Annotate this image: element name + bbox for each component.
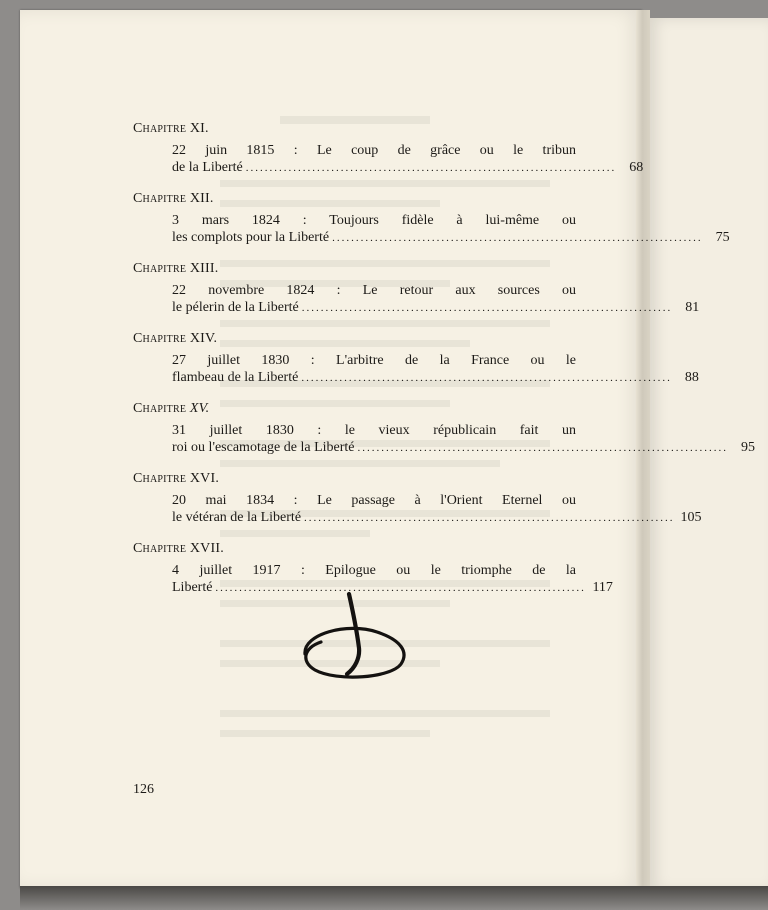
toc-entry (172, 142, 644, 177)
chapter-number: XVII. (189, 541, 224, 556)
page-ref: 105 (680, 510, 702, 525)
entry-title-line1: 27 juillet 1830 : L'arbitre de la France ou le (172, 353, 576, 368)
page-ref: 95 (741, 440, 755, 455)
entry-title-line2-row (172, 229, 730, 247)
entry-title-line2-row (172, 509, 702, 527)
chapter-label: Chapitre (133, 471, 187, 486)
chapter-label: Chapitre (133, 121, 187, 136)
entry-title-line2-row (172, 369, 699, 387)
toc-chapter-15 (133, 400, 755, 457)
entry-title-line1: 3 mars 1824 : Toujours fidèle à lui-même ou (172, 213, 576, 228)
page-ref: 68 (629, 160, 644, 175)
entry-title-line2: Liberté (172, 580, 213, 595)
chapter-number: XVI. (189, 471, 220, 486)
chapter-number: XI. (189, 121, 209, 136)
chapter-heading (133, 400, 576, 417)
entry-title-line2: le pélerin de la Liberté (172, 300, 299, 315)
leader-dots: .............................................................................. (245, 162, 617, 174)
entry-title-line1: 4 juillet 1917 : Epilogue ou le triomphe de la (172, 563, 576, 578)
leader-dots: .............................................................................. (301, 372, 672, 384)
table-of-contents (133, 120, 755, 597)
entry-title-line1: 22 juin 1815 : Le coup de grâce ou le tribun (172, 143, 576, 158)
chapter-number: XV. (189, 401, 210, 416)
chapter-heading (133, 120, 576, 137)
toc-chapter-11 (133, 120, 644, 177)
toc-entry (172, 282, 700, 317)
entry-title-line2: de la Liberté (172, 160, 243, 175)
toc-chapter-12 (133, 190, 730, 247)
toc-chapter-14 (133, 330, 699, 387)
swirl-ornament-icon (297, 592, 412, 684)
page-ref: 117 (592, 580, 613, 595)
entry-title-line1: 22 novembre 1824 : Le retour aux sources ou (172, 283, 576, 298)
page-ref: 88 (684, 370, 699, 385)
leader-dots: .............................................................................. (301, 302, 673, 314)
toc-entry (172, 212, 730, 247)
chapter-heading (133, 470, 576, 487)
chapter-label: Chapitre (133, 331, 187, 346)
leader-dots: .............................................................................. (332, 232, 703, 244)
toc-entry (172, 352, 699, 387)
page-ref: 81 (685, 300, 700, 315)
entry-title-line2-row (172, 439, 755, 457)
chapter-heading (133, 330, 576, 347)
entry-title-line2: le vétéran de la Liberté (172, 510, 302, 525)
toc-entry (172, 422, 755, 457)
leader-dots: .............................................................................. (215, 582, 586, 594)
chapter-label: Chapitre (133, 191, 187, 206)
entry-title-line1: 31 juillet 1830 : le vieux républicain fait un (172, 423, 576, 438)
leader-dots: .............................................................................. (357, 442, 728, 454)
toc-entry (172, 492, 702, 527)
toc-chapter-17 (133, 540, 613, 597)
page-ref: 75 (715, 230, 730, 245)
entry-title-line2-row (172, 159, 644, 177)
bottom-shadow (20, 886, 768, 910)
leader-dots: .............................................................................. (304, 512, 675, 524)
entry-title-line2: roi ou l'escamotage de la Liberté (172, 440, 355, 455)
chapter-heading (133, 260, 576, 277)
entry-title-line2-row (172, 299, 700, 317)
chapter-label: Chapitre (133, 261, 187, 276)
page-number: 126 (133, 782, 154, 797)
toc-chapter-16 (133, 470, 702, 527)
entry-title-line2: flambeau de la Liberté (172, 370, 299, 385)
chapter-label: Chapitre (133, 541, 187, 556)
chapter-label: Chapitre (133, 401, 187, 416)
entry-title-line2: les complots pour la Liberté (172, 230, 330, 245)
chapter-heading (133, 540, 576, 557)
chapter-number: XIII. (189, 261, 219, 276)
chapter-number: XIV. (189, 331, 218, 346)
chapter-heading (133, 190, 576, 207)
chapter-number: XII. (189, 191, 214, 206)
toc-chapter-13 (133, 260, 700, 317)
entry-title-line1: 20 mai 1834 : Le passage à l'Orient Eternel ou (172, 493, 576, 508)
